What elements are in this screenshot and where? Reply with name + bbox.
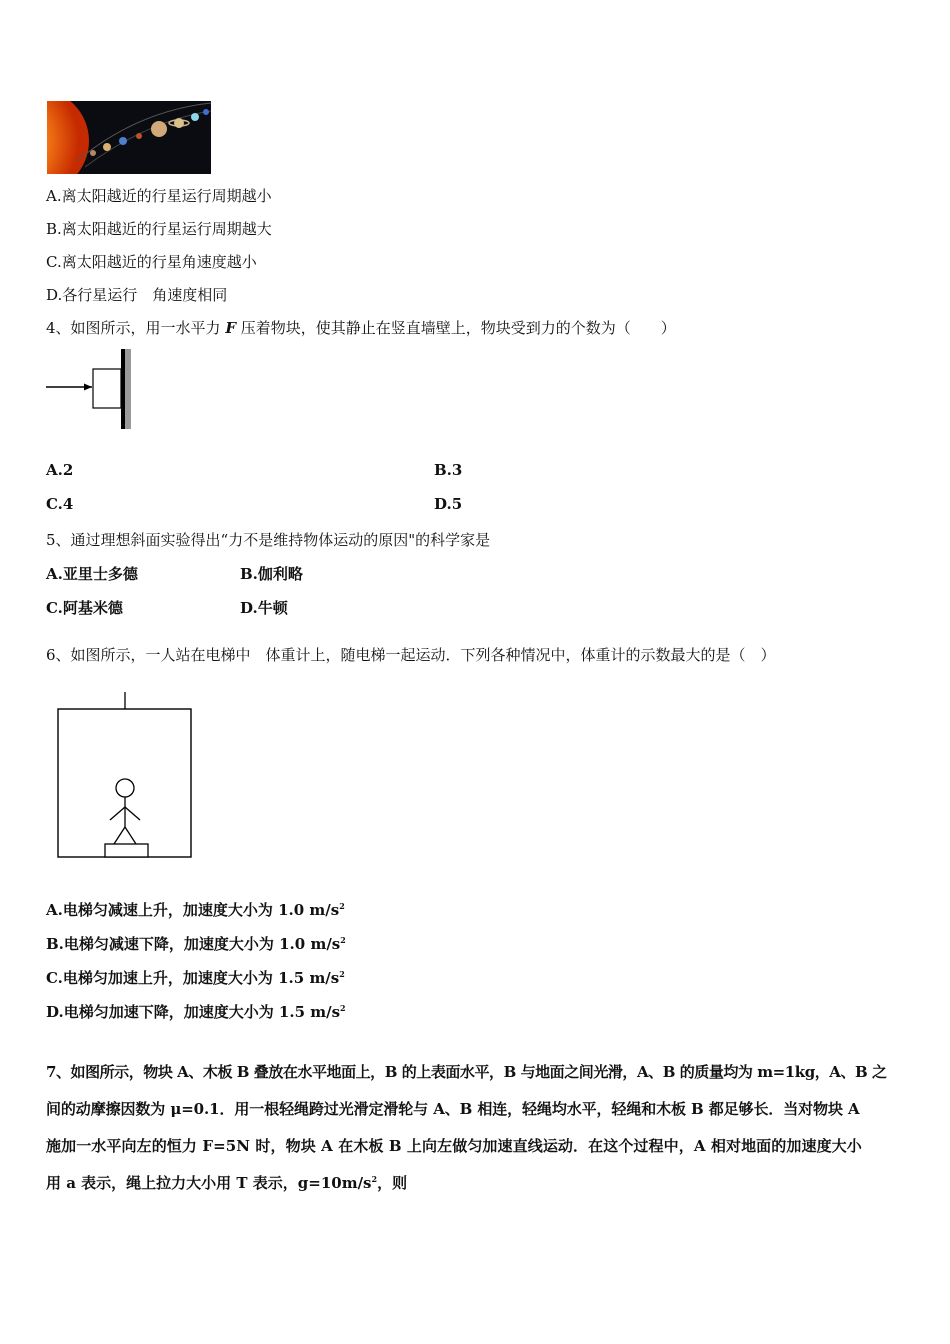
q6-option-d [46,1001,346,1022]
q6-option-d-sup: 2 [340,1003,346,1013]
elevator-diagram [56,690,196,862]
q5-option-d: D.牛顿 [240,599,288,617]
q5-option-b: B.伽利略 [240,565,303,583]
q4-stem-var: F [225,319,236,337]
q4-option-a: A.2 [46,461,74,479]
q6-option-a-sup: 2 [339,901,345,911]
q6-option-a [46,899,345,920]
q4-stem [46,317,676,338]
q7-line-1: 7、如图所示，物块 A、木板 B 叠放在水平地面上，B 的上表面水平，B 与地面之间光滑，A、B 的质量均为 m=1kg，A、B 之 [46,1063,887,1081]
q7-line-4-suffix: ，则 [377,1174,408,1192]
q5-stem: 5、通过理想斜面实验得出“力不是维持物体运动的原因"的科学家是 [46,531,491,549]
q7-line-4-prefix: 用 a 表示，绳上拉力大小用 T 表示，g=10m/s [46,1174,372,1192]
q4-stem-suffix: 压着物块，使其静止在竖直墙壁上，物块受到力的个数为（ ） [240,319,676,337]
q6-option-d-text: D.电梯匀加速下降，加速度大小为 1.5 m/s [46,1003,341,1021]
q6-option-b-sup: 2 [340,935,346,945]
q6-option-c-sup: 2 [339,969,345,979]
q6-stem: 6、如图所示，一人站在电梯中 体重计上，随电梯一起运动．下列各种情况中，体重计的示数最大的是（ ） [46,646,776,664]
q7-line-4-sup: 2 [371,1174,378,1184]
q7-line-3: 施加一水平向左的恒力 F=5N 时，物块 A 在木板 B 上向左做匀加速直线运动．在这个过程中，A 相对地面的加速度大小 [46,1137,862,1155]
q3-option-d: D.各行星运行 角速度相同 [46,286,228,304]
q4-option-c: C.4 [46,495,74,513]
q6-option-a-text: A.电梯匀减速上升，加速度大小为 1.0 m/s [46,901,340,919]
q7-line-4 [46,1172,906,1193]
q7-line-2: 间的动摩擦因数为 μ=0.1．用一根轻绳跨过光滑定滑轮与 A、B 相连，轻绳均水平，轻绳和木板 B 都足够长．当对物块 A [46,1100,860,1118]
q3-option-b: B.离太阳越近的行星运行周期越大 [46,220,272,238]
q6-option-b-text: B.电梯匀减速下降，加速度大小为 1.0 m/s [46,935,341,953]
q4-stem-prefix: 4、如图所示，用一水平力 [46,319,221,337]
q5-option-c: C.阿基米德 [46,599,123,617]
q6-option-b [46,933,346,954]
q6-option-c-text: C.电梯匀加速上升，加速度大小为 1.5 m/s [46,969,340,987]
wall-block-diagram [44,346,136,432]
q3-option-a: A.离太阳越近的行星运行周期越小 [46,187,272,205]
q4-option-b: B.3 [434,461,463,479]
q6-option-c [46,967,345,988]
solar-system-image [47,101,211,174]
q5-option-a: A.亚里士多德 [46,565,138,583]
q3-option-c: C.离太阳越近的行星角速度越小 [46,253,257,271]
q4-option-d: D.5 [434,495,463,513]
